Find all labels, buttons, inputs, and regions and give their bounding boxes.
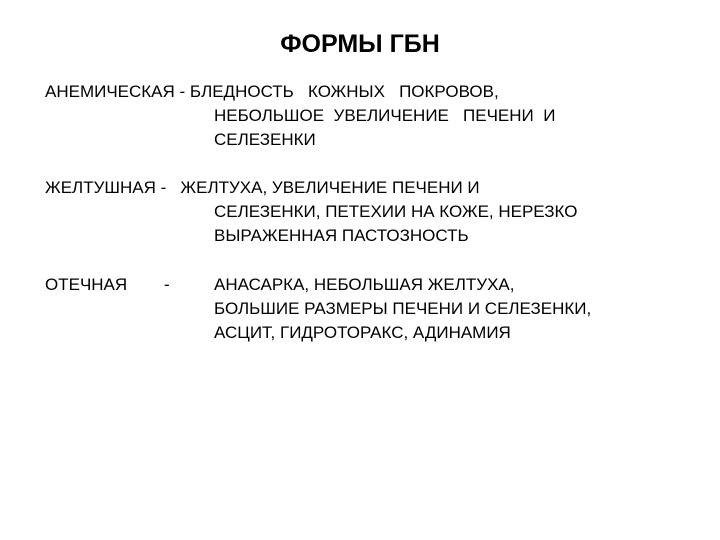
edematous-form-description-line: БОЛЬШИЕ РАЗМЕРЫ ПЕЧЕНИ И СЕЛЕЗЕНКИ, xyxy=(214,299,592,318)
edematous-form-name: ОТЕЧНАЯ xyxy=(45,275,128,294)
icteric-form-description-line: ВЫРАЖЕННАЯ ПАСТОЗНОСТЬ xyxy=(214,226,469,245)
edematous-form-dash: - xyxy=(164,275,170,294)
anemic-form-description-line: СЕЛЕЗЕНКИ xyxy=(214,130,316,149)
anemic-form-description-line: НЕБОЛЬШОЕ УВЕЛИЧЕНИЕ ПЕЧЕНИ И xyxy=(214,106,556,125)
edematous-form-description-line: АСЦИТ, ГИДРОТОРАКС, АДИНАМИЯ xyxy=(214,323,511,342)
edematous-form-description-line: АНАСАРКА, НЕБОЛЬШАЯ ЖЕЛТУХА, xyxy=(214,275,515,294)
slide-title: ФОРМЫ ГБН xyxy=(280,30,440,58)
anemic-form-lead: АНЕМИЧЕСКАЯ - БЛЕДНОСТЬ КОЖНЫХ ПОКРОВОВ, xyxy=(45,82,499,101)
icteric-form-lead: ЖЕЛТУШНАЯ - ЖЕЛТУХА, УВЕЛИЧЕНИЕ ПЕЧЕНИ И xyxy=(45,178,480,197)
icteric-form-description-line: СЕЛЕЗЕНКИ, ПЕТЕХИИ НА КОЖЕ, НЕРЕЗКО xyxy=(214,202,578,221)
